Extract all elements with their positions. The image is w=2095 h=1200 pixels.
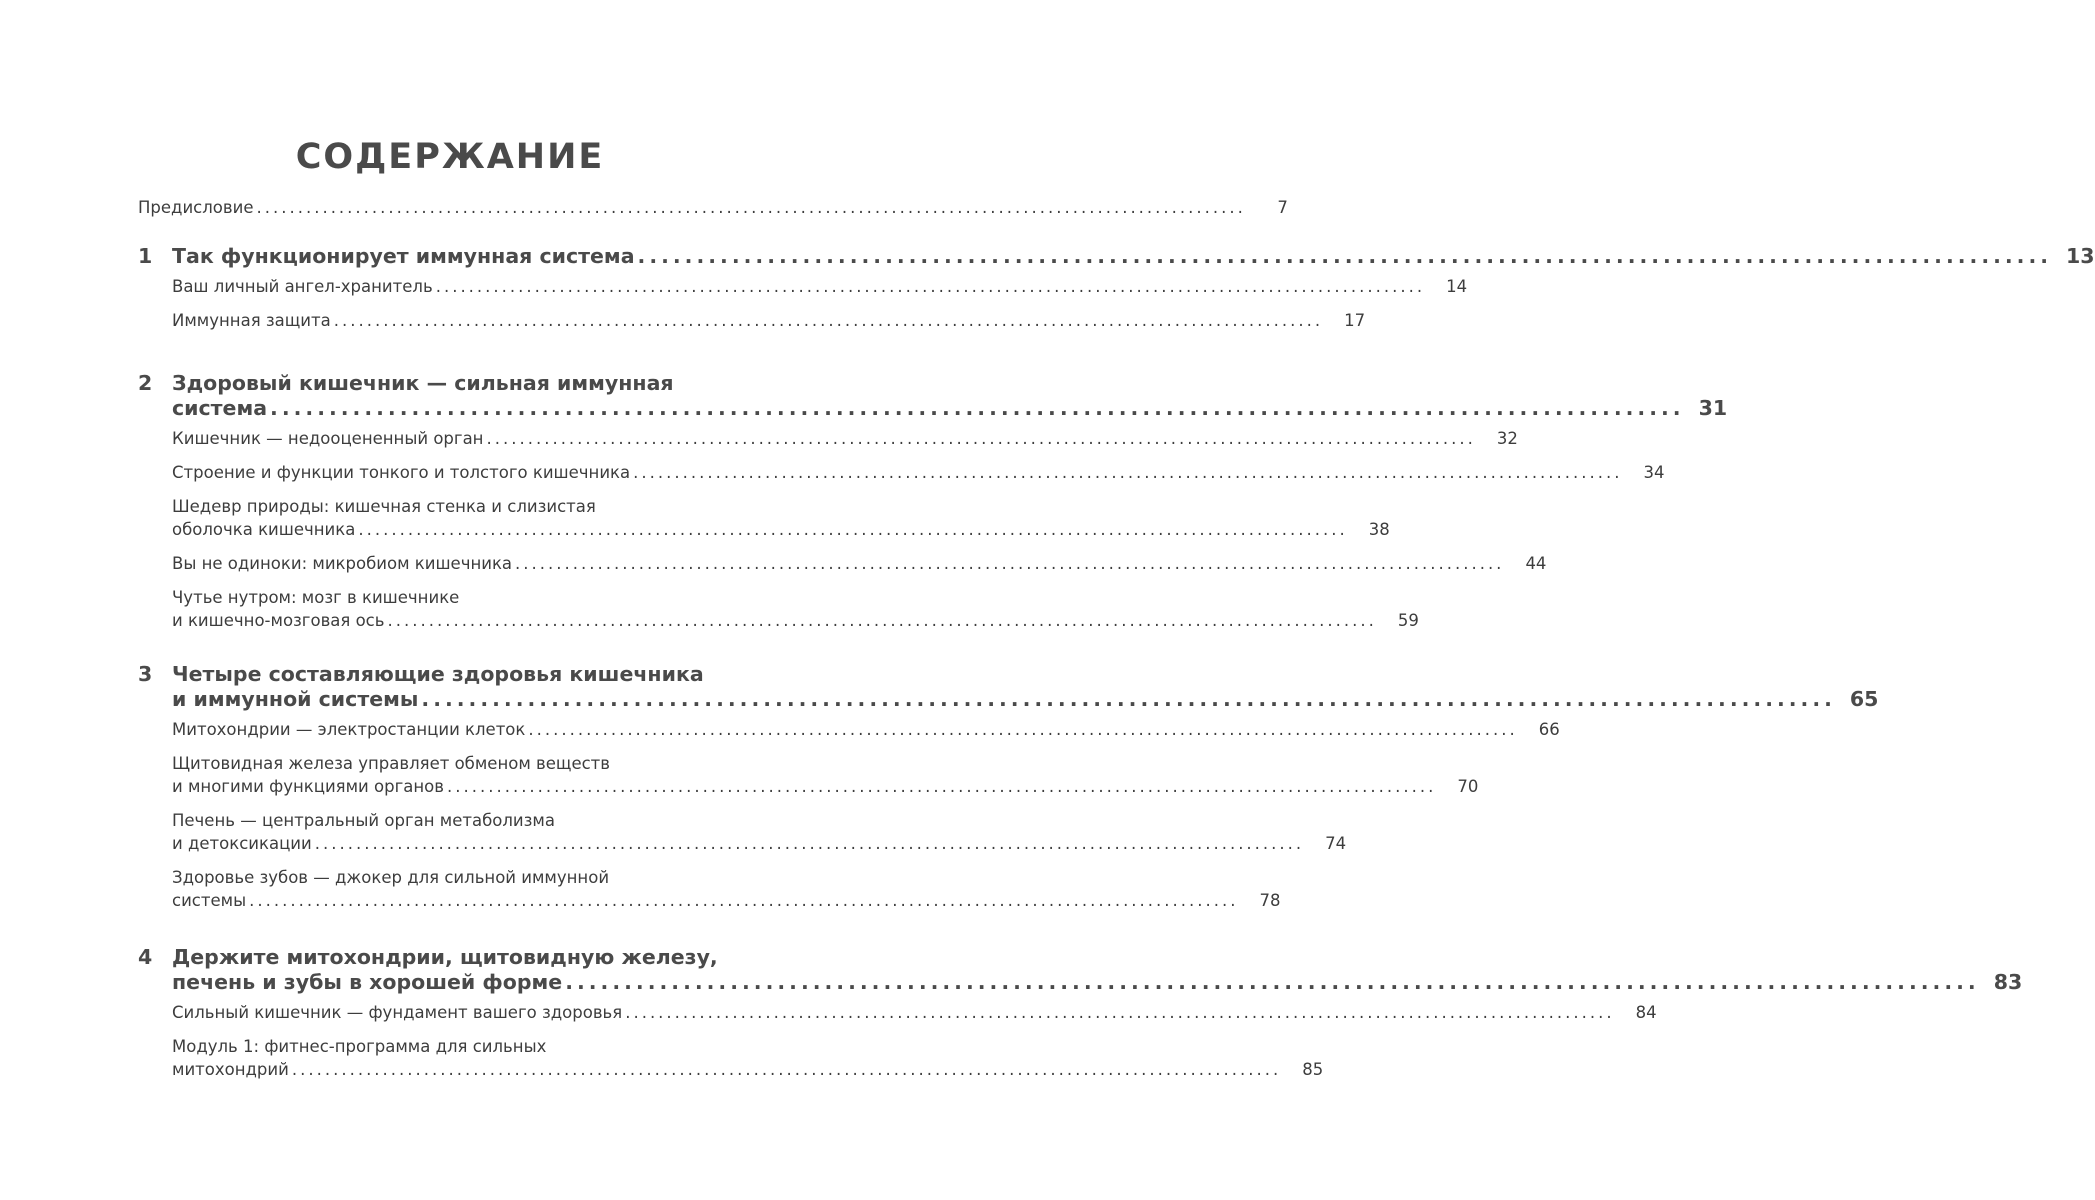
toc-entry-preface[interactable] xyxy=(138,198,1288,217)
toc-entry[interactable] xyxy=(172,588,715,607)
page-number: 78 xyxy=(1259,891,1281,910)
page-number: 70 xyxy=(1457,777,1479,796)
chapter-title[interactable] xyxy=(172,970,2023,994)
toc-entry[interactable] xyxy=(172,1060,1324,1079)
dot-leader: ........................................................................................................................ xyxy=(421,687,1836,711)
toc-entry[interactable] xyxy=(172,554,1547,573)
toc-entry-text: Печень — центральный орган метаболизма xyxy=(172,811,555,830)
toc-entry-text: Иммунная защита xyxy=(172,311,331,330)
toc-entry-text: Модуль 1: фитнес-программа для сильных xyxy=(172,1037,547,1056)
toc-entry[interactable] xyxy=(172,777,1479,796)
toc-entry-text: и многими функциями органов xyxy=(172,777,444,796)
dot-leader: ........................................................................................................................ xyxy=(633,463,1623,482)
toc-entry-text: Сильный кишечник — фундамент вашего здоровья xyxy=(172,1003,623,1022)
dot-leader: ........................................................................................................................ xyxy=(333,311,1324,330)
toc-entry[interactable] xyxy=(172,868,715,887)
toc-entry-text: системы xyxy=(172,891,247,910)
dot-leader: ........................................................................................................................ xyxy=(291,1060,1282,1079)
toc-entry-text: и детоксикации xyxy=(172,834,312,853)
page-number: 44 xyxy=(1525,554,1547,573)
chapter-title-text: и иммунной системы xyxy=(172,687,419,711)
dot-leader: ........................................................................................................................ xyxy=(625,1003,1615,1022)
toc-entry-text: Вы не одиноки: микробиом кишечника xyxy=(172,554,513,573)
dot-leader: ........................................................................................................................ xyxy=(249,891,1239,910)
page-number: 14 xyxy=(1446,277,1468,296)
toc-entry[interactable] xyxy=(172,277,1468,296)
page-number: 59 xyxy=(1397,611,1419,630)
chapter-number: 1 xyxy=(138,244,153,268)
toc-entry-text: Митохондрии — электростанции клеток xyxy=(172,720,526,739)
chapter-title-text: Четыре составляющие здоровья кишечника xyxy=(172,662,704,686)
dot-leader: ........................................................................................................................ xyxy=(528,720,1518,739)
page-number: 31 xyxy=(1698,396,1728,420)
chapter-title[interactable] xyxy=(172,244,2095,268)
toc-entry[interactable] xyxy=(172,311,1366,330)
chapter-title-text: печень и зубы в хорошей форме xyxy=(172,970,563,994)
dot-leader: ........................................................................................................................ xyxy=(387,611,1377,630)
page-number: 84 xyxy=(1635,1003,1657,1022)
toc-entry-text: Кишечник — недооцененный орган xyxy=(172,429,484,448)
chapter-title-text: Здоровый кишечник — сильная иммунная xyxy=(172,371,674,395)
page-number: 74 xyxy=(1325,834,1347,853)
toc-entry[interactable] xyxy=(172,891,1281,910)
toc-entry[interactable] xyxy=(172,754,715,773)
chapter-title[interactable] xyxy=(172,687,1879,711)
page-number: 32 xyxy=(1496,429,1518,448)
chapter-title-text: Держите митохондрии, щитовидную железу, xyxy=(172,945,718,969)
page-number: 83 xyxy=(1993,970,2023,994)
chapter-title[interactable] xyxy=(172,662,715,686)
toc-entry-text: Щитовидная железа управляет обменом веществ xyxy=(172,754,611,773)
toc-entry[interactable] xyxy=(172,497,715,516)
toc-entry[interactable] xyxy=(172,1003,1657,1022)
toc-entry-preface-text: Предисловие xyxy=(138,198,254,217)
dot-leader: ........................................................................................................................ xyxy=(256,198,1246,217)
chapter-number: 3 xyxy=(138,662,153,686)
page-number: 13 xyxy=(2066,244,2095,268)
toc-entry[interactable] xyxy=(172,1037,715,1056)
toc-entry-text: Чутье нутром: мозг в кишечнике xyxy=(172,588,460,607)
toc-entry[interactable] xyxy=(172,520,1390,539)
dot-leader: ........................................................................................................................ xyxy=(446,777,1437,796)
dot-leader: ........................................................................................................................ xyxy=(486,429,1476,448)
page-number: 17 xyxy=(1344,311,1366,330)
dot-leader: ........................................................................................................................ xyxy=(565,970,1980,994)
dot-leader: ........................................................................................................................ xyxy=(270,396,1685,420)
page-number: 85 xyxy=(1302,1060,1324,1079)
dot-leader: ........................................................................................................................ xyxy=(358,520,1348,539)
page-number: 66 xyxy=(1538,720,1560,739)
dot-leader: ........................................................................................................................ xyxy=(314,834,1305,853)
chapter-title-text: система xyxy=(172,396,268,420)
toc-entry-text: митохондрий xyxy=(172,1060,289,1079)
toc-entry-text: Строение и функции тонкого и толстого кишечника xyxy=(172,463,631,482)
page-number: 34 xyxy=(1643,463,1665,482)
toc-entry-text: Шедевр природы: кишечная стенка и слизистая xyxy=(172,497,596,516)
toc-entry[interactable] xyxy=(172,463,1665,482)
chapter-number: 4 xyxy=(138,945,153,969)
toc-entry[interactable] xyxy=(172,834,1347,853)
dot-leader: ........................................................................................................................ xyxy=(637,244,2053,268)
toc-entry-text: Здоровье зубов — джокер для сильной иммунной xyxy=(172,868,610,887)
dot-leader: ........................................................................................................................ xyxy=(515,554,1505,573)
page-title: СОДЕРЖАНИЕ xyxy=(295,137,605,177)
toc-entry[interactable] xyxy=(172,611,1419,630)
chapter-title[interactable] xyxy=(172,945,718,969)
page-number: 38 xyxy=(1368,520,1390,539)
toc-entry[interactable] xyxy=(172,720,1560,739)
toc-entry[interactable] xyxy=(172,429,1518,448)
page-number: 7 xyxy=(1277,198,1288,217)
toc-entry[interactable] xyxy=(172,811,715,830)
chapter-title-text: Так функционирует иммунная система xyxy=(172,244,635,268)
page-number: 65 xyxy=(1849,687,1879,711)
chapter-title[interactable] xyxy=(172,396,1728,420)
toc-entry-text: оболочка кишечника xyxy=(172,520,356,539)
chapter-number: 2 xyxy=(138,371,153,395)
dot-leader: ........................................................................................................................ xyxy=(435,277,1426,296)
chapter-title[interactable] xyxy=(172,371,715,395)
toc-entry-text: и кишечно-мозговая ось xyxy=(172,611,385,630)
toc-entry-text: Ваш личный ангел-хранитель xyxy=(172,277,433,296)
